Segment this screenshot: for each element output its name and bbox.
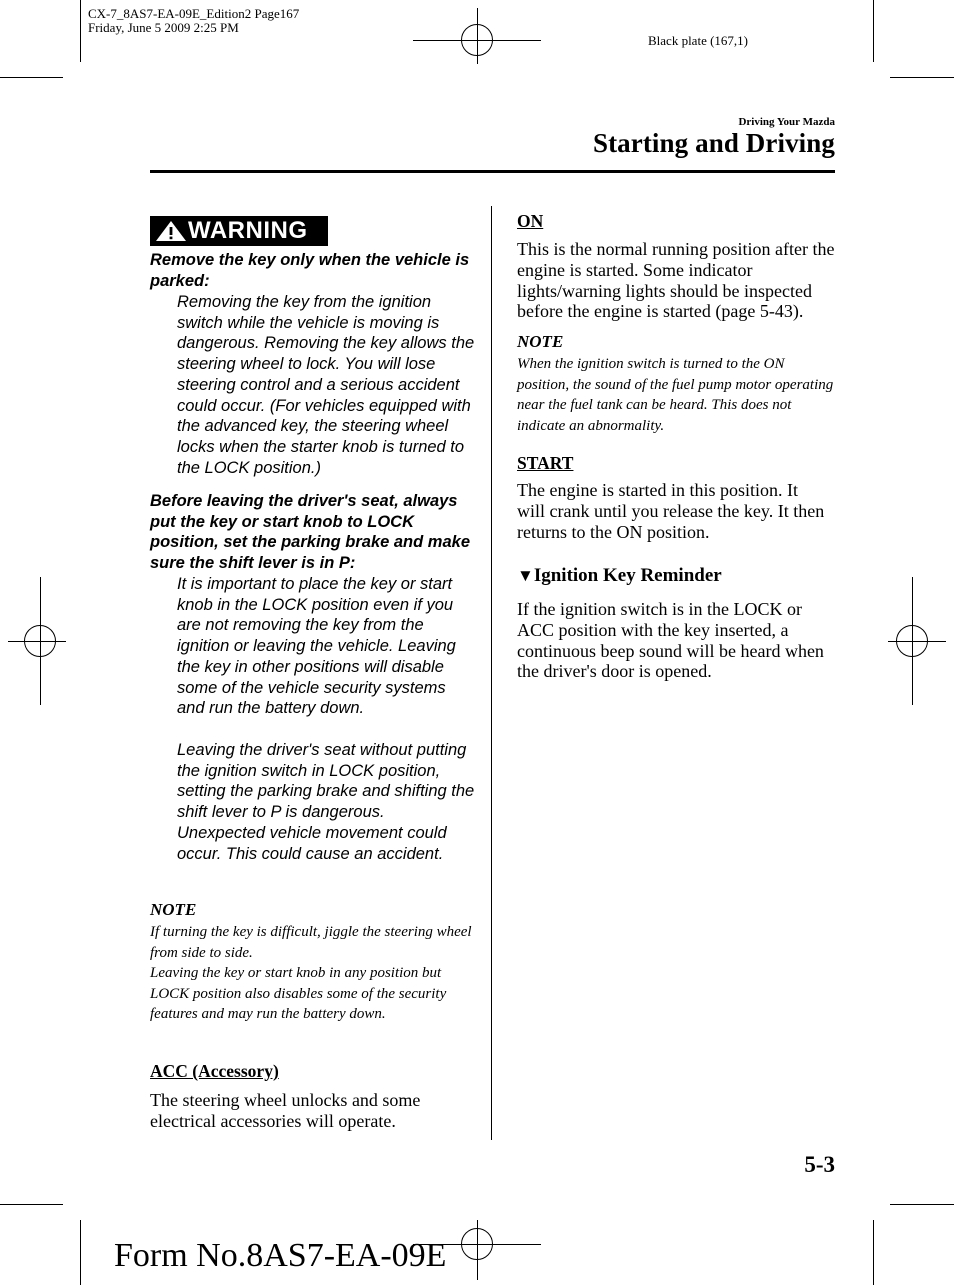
- header-rule: [150, 170, 835, 173]
- note-heading-2: NOTE: [517, 332, 564, 351]
- note-heading: NOTE: [150, 900, 197, 919]
- warning-body-2b: Leaving the driver's seat without putting the ignition switch in LOCK position, setting the parking brake and shifting the shift lever to P is dangerous. Unexpected vehicle movement could occur. This could cause an accident.: [177, 741, 475, 863]
- reminder-body: If the ignition switch is in the LOCK or ACC position with the key inserted, a continuous beep sound will be heard when the driver's door is opened.: [517, 599, 824, 682]
- warning-body-1: Removing the key from the ignition switch while the vehicle is moving is dangerous. Removing the key allows the steering wheel to lock. You will lose steering control and a serious accident could occur. (For vehicles equipped with the advanced key, the steering wheel locks when the starter knob is turned to the LOCK position.): [177, 293, 475, 477]
- note-text-1: If turning the key is difficult, jiggle the steering wheel from side to side.: [150, 924, 472, 961]
- warning-body-2a: It is important to place the key or start knob in the LOCK position even if you are not removing the key from the ignition or leaving the vehicle. Leaving the key in other positions will disable some of the vehicle security systems and run the battery down.: [177, 575, 456, 718]
- start-heading: START: [517, 453, 574, 473]
- print-slug: [88, 7, 299, 35]
- acc-heading: ACC (Accessory): [150, 1061, 279, 1081]
- warning-triangle-icon: [154, 219, 188, 243]
- acc-body: The steering wheel unlocks and some electrical accessories will operate.: [150, 1090, 421, 1131]
- warning-heading-1: Remove the key only when the vehicle is parked:: [150, 251, 470, 290]
- reminder-heading-row: [517, 565, 722, 587]
- page-title: Starting and Driving: [592, 128, 835, 158]
- note-text-2: Leaving the key or start knob in any position but LOCK position also disables some of the security features and may run the battery down.: [150, 965, 447, 1023]
- warning-label: WARNING: [188, 217, 308, 244]
- on-heading: ON: [517, 211, 544, 231]
- page-number: 5-3: [804, 1152, 835, 1177]
- column-divider: [491, 206, 492, 1140]
- note-text-3: When the ignition switch is turned to the ON position, the sound of the fuel pump motor operating near the fuel tank can be heard. This does not indicate an abnormality.: [517, 356, 834, 434]
- warning-banner: [150, 216, 328, 246]
- form-number: Form No.8AS7-EA-09E: [114, 1237, 447, 1274]
- reminder-heading: Ignition Key Reminder: [533, 565, 722, 586]
- start-body: The engine is started in this position. It will crank until you release the key. It then returns to the ON position.: [517, 480, 825, 542]
- triangle-down-icon: ▼: [517, 566, 534, 585]
- slug-line-2: Friday, June 5 2009 2:25 PM: [88, 20, 239, 35]
- slug-line-1: CX-7_8AS7-EA-09E_Edition2 Page167: [88, 6, 300, 21]
- chapter-label: Driving Your Mazda: [738, 116, 835, 128]
- plate-label: Black plate (167,1): [648, 33, 748, 48]
- on-body: This is the normal running position after the engine is started. Some indicator lights/warning lights should be inspected before the engine is started (page 5-43).: [517, 239, 835, 322]
- warning-heading-2: Before leaving the driver's seat, always put the key or start knob to LOCK position, set the parking brake and make sure the shift lever is in P:: [150, 492, 471, 573]
